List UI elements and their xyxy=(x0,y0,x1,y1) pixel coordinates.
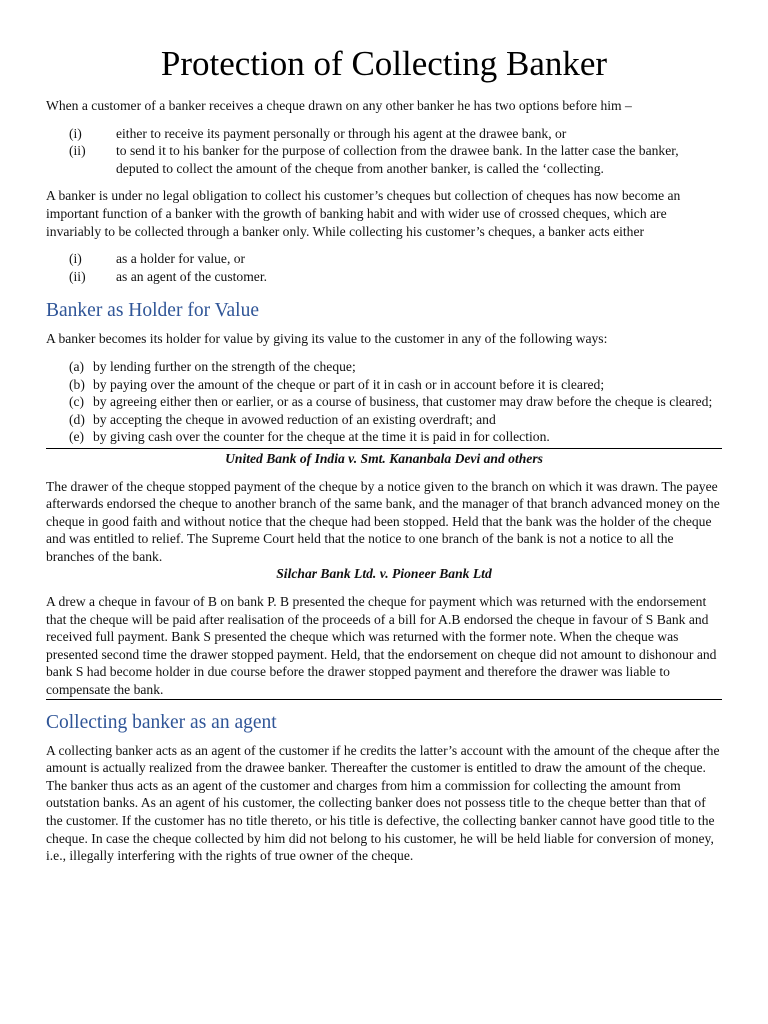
list-item-number: (i) xyxy=(69,125,82,141)
list-item xyxy=(46,428,722,446)
list-item xyxy=(46,376,722,394)
case-title: Silchar Bank Ltd. v. Pioneer Bank Ltd xyxy=(276,566,492,582)
list-item-letter: (c) xyxy=(69,394,85,410)
list-item-text: by accepting the cheque in avowed reduction of an existing overdraft; and xyxy=(93,411,496,427)
list-item xyxy=(46,250,722,268)
case-title: United Bank of India v. Smt. Kananbala Devi and others xyxy=(225,450,543,466)
list-item-text: by lending further on the strength of the cheque; xyxy=(93,358,356,374)
ways-list xyxy=(46,358,722,446)
options-list xyxy=(46,125,722,178)
list-item-text: by agreeing either then or earlier, or as a course of business, that customer may draw before the cheque is cleared; xyxy=(93,394,713,410)
case-law-box xyxy=(46,448,722,700)
box-bottom-rule xyxy=(46,699,722,700)
box-top-rule xyxy=(46,448,722,449)
list-item xyxy=(46,142,722,177)
list-item-letter: (a) xyxy=(69,358,85,374)
list-item xyxy=(46,358,722,376)
list-item-text: as an agent of the customer. xyxy=(116,268,267,284)
list-item xyxy=(46,125,722,143)
list-item-letter: (e) xyxy=(69,429,85,445)
case-text: The drawer of the cheque stopped payment of the cheque by a notice given to the branch on which it was drawn. The payee afterwards endorsed the cheque to another branch of the same bank, and the manager of that branch advanced money on the cheque in good faith and without notice that the cheque had been stopped. Held that the bank was the holder of the cheque and was entitled to relief. The Supreme Court held that the notice to one branch of the bank is not a notice to all the branches of the bank. xyxy=(46,478,720,564)
list-item xyxy=(46,393,722,411)
list-item xyxy=(46,268,722,286)
list-item-text: as a holder for value, or xyxy=(116,251,246,267)
list-item xyxy=(46,411,722,429)
list-item-number: (ii) xyxy=(69,143,86,159)
section-heading-agent: Collecting banker as an agent xyxy=(46,711,277,733)
list-item-text: either to receive its payment personally or through his agent at the drawee bank, or xyxy=(116,125,567,141)
section-heading-holder-for-value: Banker as Holder for Value xyxy=(46,300,259,322)
list-item-text: by giving cash over the counter for the cheque at the time it is paid in for collection. xyxy=(93,429,550,445)
case-text: A drew a cheque in favour of B on bank P. B presented the cheque for payment which was returned with the endorsement that the cheque will be paid after realisation of the proceeds of a bill for A.B endorsed the cheque in favour of S Bank and received full payment. Bank S presented the cheque which was returned with the former note. When the cheque was presented second time the drawer stopped payment. Held, that the endorsement on cheque did not amount to dishonour and bank S had become holder in due course before the drawer stopped payment and therefore the drawer was liable to compensate the bank. xyxy=(46,594,717,698)
agent-paragraph: A collecting banker acts as an agent of the customer if he credits the latter’s account with the amount of the cheque after the amount is actually realized from the drawee banker. Thereafter the customer is entitled to draw the amount of the cheque. The banker thus acts as an agent of the customer and charges from him a commission for collecting the amount from outstation banks. As an agent of his customer, the collecting banker does not possess title to the cheque better than that of the customer. If the customer has no title thereto, or his title is defective, the collecting banker cannot have good title to the cheque. In case the cheque collected by him did not belong to his customer, he will be held liable for conversion of money, i.e., illegally interfering with the rights of true owner of the cheque. xyxy=(46,742,720,864)
list-item-text: by paying over the amount of the cheque or part of it in cash or in account before it is cleared; xyxy=(93,376,605,392)
list-item-letter: (d) xyxy=(69,411,85,427)
list-item-number: (i) xyxy=(69,251,82,267)
page-title: Protection of Collecting Banker xyxy=(160,44,608,83)
list-item-number: (ii) xyxy=(69,268,86,284)
list-item-letter: (b) xyxy=(69,376,85,392)
holder-intro-paragraph: A banker becomes its holder for value by giving its value to the customer in any of the following ways: xyxy=(46,331,608,347)
obligation-paragraph: A banker is under no legal obligation to collect his customer’s cheques but collection of cheques has now become an important function of a banker with the growth of banking habit and with wider use of crossed cheques, which are invariably to be collected through a banker only. While collecting his customer’s cheques, a banker acts either xyxy=(46,188,681,239)
list-item-text: to send it to his banker for the purpose of collection from the drawee bank. In the latter case the banker, deputed to collect the amount of the cheque from another banker, is called the ‘collecting. xyxy=(116,143,679,176)
acts-list xyxy=(46,250,722,285)
intro-paragraph: When a customer of a banker receives a cheque drawn on any other banker he has two options before him – xyxy=(46,98,632,113)
